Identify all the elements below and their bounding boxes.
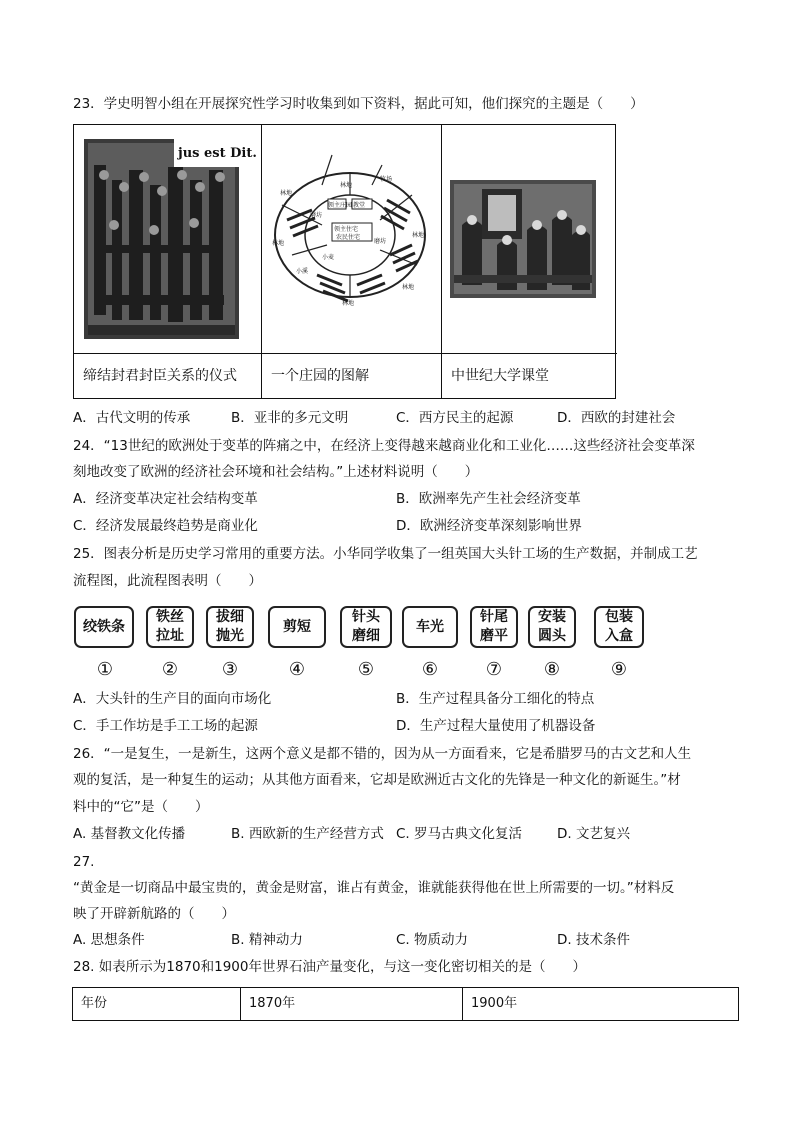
q26-stem-line-2: 观的复活，是一种复生的运动；从其他方面看来，它却是欧洲近古文化的先锋是一种文化的新诞生。”材 [73,772,681,788]
q27-option-a[interactable]: A. 思想条件 [73,932,145,948]
map-label-15: 林地 [402,284,415,291]
map-label-1: 林地 [340,182,353,189]
q26-option-b[interactable]: B. 西欧新的生产经营方式 [231,826,384,842]
q27-option-d[interactable]: D. 技术条件 [557,932,630,948]
table-header-year: 年份 [81,996,108,1011]
q28-oil-table [72,987,739,1021]
q24-option-c[interactable]: C．经济发展最终趋势是商业化 [73,518,258,534]
q23-option-d[interactable]: D．西欧的封建社会 [557,410,676,426]
q25-stem-line-1: 25．图表分析是历史学习常用的重要方法。小华同学收集了一组英国大头针工场的生产数据，并制成工艺 [73,546,698,562]
process-step-3: 拔细 抛光 [206,606,254,648]
table-header-1900: 1900年 [462,988,738,1020]
map-label-2: 林地 [280,190,293,197]
q27-option-c[interactable]: C. 物质动力 [396,932,469,948]
q26-stem-line-1: 26．“一是复生，一是新生，这两个意义是都不错的，因为从一方面看来，它是希腊罗马的古文艺和人生 [73,746,692,762]
step-number-9: ⑨ [610,659,628,680]
step-number-3: ③ [221,659,239,680]
q23-option-b[interactable]: B．亚非的多元文明 [231,410,349,426]
process-step-7: 针尾 磨平 [470,606,518,648]
q25-option-d[interactable]: D．生产过程大量使用了机器设备 [396,718,596,734]
q23-cell-classroom [441,125,617,398]
q27-number: 27. [73,854,95,870]
map-label-5: 领主庄园 [328,202,353,209]
ceremony-woodcut-image [74,125,261,354]
q23-image-table [73,124,616,399]
map-label-3: 林地 [412,232,425,239]
q26-stem-line-3: 料中的“它”是（ ） [73,799,209,815]
q28-stem: 28. 如表所示为1870和1900年世界石油产量变化，与这一变化密切相关的是（ ） [73,959,586,975]
map-label-4: 林地 [272,240,285,247]
woodcut-text: jus est Dit. [178,146,257,161]
q25-option-c[interactable]: C．手工作坊是手工工场的起源 [73,718,258,734]
q26-option-a[interactable]: A. 基督教文化传播 [73,826,186,842]
process-step-5: 针头 磨细 [340,606,392,648]
step-number-5: ⑤ [357,659,375,680]
step-number-1: ① [96,659,114,680]
q23-caption-2: 一个庄园的图解 [262,353,441,398]
q23-caption-1: 缔结封君封臣关系的仪式 [74,353,261,398]
map-label-9: 领主住宅 [334,226,359,233]
map-label-13: 小麦 [322,254,335,261]
q24-stem-line-1: 24．“13世纪的欧洲处于变革的阵痛之中，在经济上变得越来越商业化和工业化……这些经济社会变革深 [73,438,695,454]
map-label-8: 磨坊 [310,212,323,219]
q24-option-a[interactable]: A．经济变革决定社会结构变革 [73,491,258,507]
map-label-10: 磨坊 [374,238,387,245]
q27-stem-line-2: 映了开辟新航路的（ ） [73,906,235,922]
q23-cell-ceremony [74,125,261,398]
step-number-6: ⑥ [421,659,439,680]
q25-option-a[interactable]: A．大头针的生产目的面向市场化 [73,691,272,707]
map-label-6: 牧场 [380,176,393,183]
q23-option-a[interactable]: A．古代文明的传承 [73,410,191,426]
step-number-8: ⑧ [543,659,561,680]
process-step-8: 安装 圆头 [528,606,576,648]
q23-cell-manor [261,125,441,398]
q26-option-d[interactable]: D. 文艺复兴 [557,826,630,842]
q23-stem: 23．学史明智小组在开展探究性学习时收集到如下资料，据此可知，他们探究的主题是（ ） [73,96,644,112]
q23-caption-3: 中世纪大学课堂 [442,353,617,398]
table-header-1870: 1870年 [240,988,462,1020]
q24-option-d[interactable]: D．欧洲经济变革深刻影响世界 [396,518,582,534]
q27-option-b[interactable]: B. 精神动力 [231,932,303,948]
process-step-2: 铁丝 拉址 [146,606,194,648]
map-label-14: 林地 [342,300,355,307]
q24-stem-line-2: 刻地改变了欧洲的经济社会环境和社会结构。”上述材料说明（ ） [73,464,479,480]
map-label-11: 农民住宅 [336,234,361,241]
process-step-9: 包装 入盒 [594,606,644,648]
process-step-1: 绞铁条 [74,606,134,648]
classroom-image [442,125,617,354]
step-number-7: ⑦ [485,659,503,680]
q24-option-b[interactable]: B．欧洲率先产生社会经济变革 [396,491,581,507]
step-number-2: ② [161,659,179,680]
map-label-12: 小溪 [296,268,309,275]
q26-option-c[interactable]: C. 罗马古典文化复活 [396,826,523,842]
step-number-4: ④ [288,659,306,680]
process-step-6: 车光 [402,606,458,648]
q23-option-c[interactable]: C．西方民主的起源 [396,410,514,426]
q25-stem-line-2: 流程图，此流程图表明（ ） [73,573,262,589]
process-step-4: 剪短 [268,606,326,648]
manor-diagram-image [262,125,441,354]
q27-stem-line-1: “黄金是一切商品中最宝贵的，黄金是财富，谁占有黄金，谁就能获得他在世上所需要的一切。”材料反 [73,880,675,896]
map-label-7: 教堂 [353,202,366,209]
q25-option-b[interactable]: B．生产过程具备分工细化的特点 [396,691,595,707]
